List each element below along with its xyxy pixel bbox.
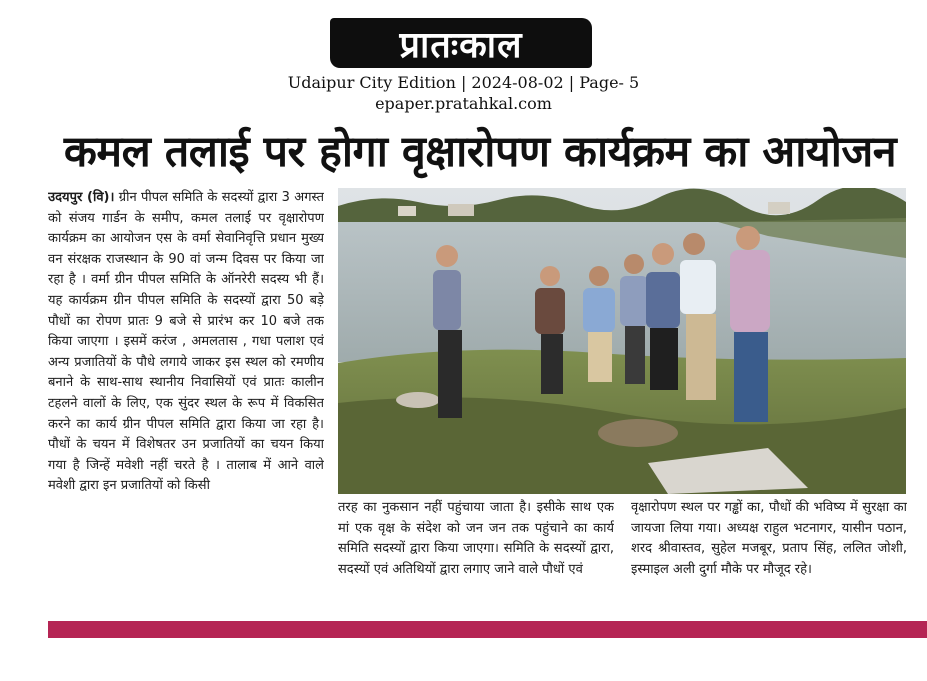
page-bottom-bar [48, 621, 927, 638]
newspaper-masthead-logo [330, 18, 592, 68]
article-headline: कमल तलाई पर होगा वृक्षारोपण कार्यक्रम का आयोजन [63, 127, 897, 177]
website-url: epaper.pratahkal.com [375, 94, 552, 113]
article-dateline: उदयपुर (वि)। [48, 190, 115, 205]
edition-line: Udaipur City Edition | 2024-08-02 | Page- 5 [287, 73, 640, 92]
article-column-3: वृक्षारोपण स्थल पर गड्ढों का, पौधों की भविष्य में सुरक्षा का जायजा लिया गया। अध्यक्ष राहुल भटनागर, यासीन पठान, शरद श्रीवास्तव, सुहेल मजबूर, प्रताप सिंह, ललित जोशी, इस्माइल अली दुर्गा मौके पर मौजूद रहे। [631, 500, 907, 577]
masthead-title: प्रातःकाल [399, 24, 523, 66]
article-column-1 [48, 188, 324, 618]
article-column-2: तरह का नुकसान नहीं पहुंचाया जाता है। इसीके साथ एक मां एक वृक्ष के संदेश को जन जन तक पहुंचाने का कार्य समिति सदस्यों द्वारा किया जाएगा। समिति के सदस्यों द्वारा, सदस्यों एवं अतिथियों द्वारा लगाए जाने वाले पौधों एवं [338, 500, 614, 577]
article-photo [338, 188, 906, 494]
article-column-1-text: ग्रीन पीपल समिति के सदस्यों द्वारा 3 अगस्त को संजय गार्डन के समीप, कमल तलाई पर वृक्षारोपण कार्यक्रम का आयोजन एस के वर्मा सेवानिवृत्ति प्रधान मुख्य वन संरक्षक राजस्थान के 90 वां जन्म दिवस पर किया जा रहा है । वर्मा ग्रीन पीपल समिति के ऑनरेरी सदस्य भी हैं। यह कार्यक्रम ग्रीन पीपल समिति के सदस्यों द्वारा 50 बड़े पौधों का रोपण प्रातः 9 बजे से प्रारंभ कर 10 बजे तक किया जाएगा । इसमें करंज , अमलतास , गधा पलाश एवं अन्य प्रजातियों के पौधे लगाये जाकर इस स्थल को रमणीय बनाने के साथ-साथ स्थानीय निवासियों एवं प्रातः कालीन टहलने वालों के लिए, एक सुंदर स्थल के रूप में विकसित करने का कार्य ग्रीन पीपल समिति द्वारा किया जा रहा है। पौधों के चयन में विशेषतर उन प्रजातियों का चयन किया गया है जिन्हें मवेशी नहीं चरते है । तालाब में आने वाले मवेशी द्वारा इन प्रजातियों को किसी [48, 190, 324, 494]
